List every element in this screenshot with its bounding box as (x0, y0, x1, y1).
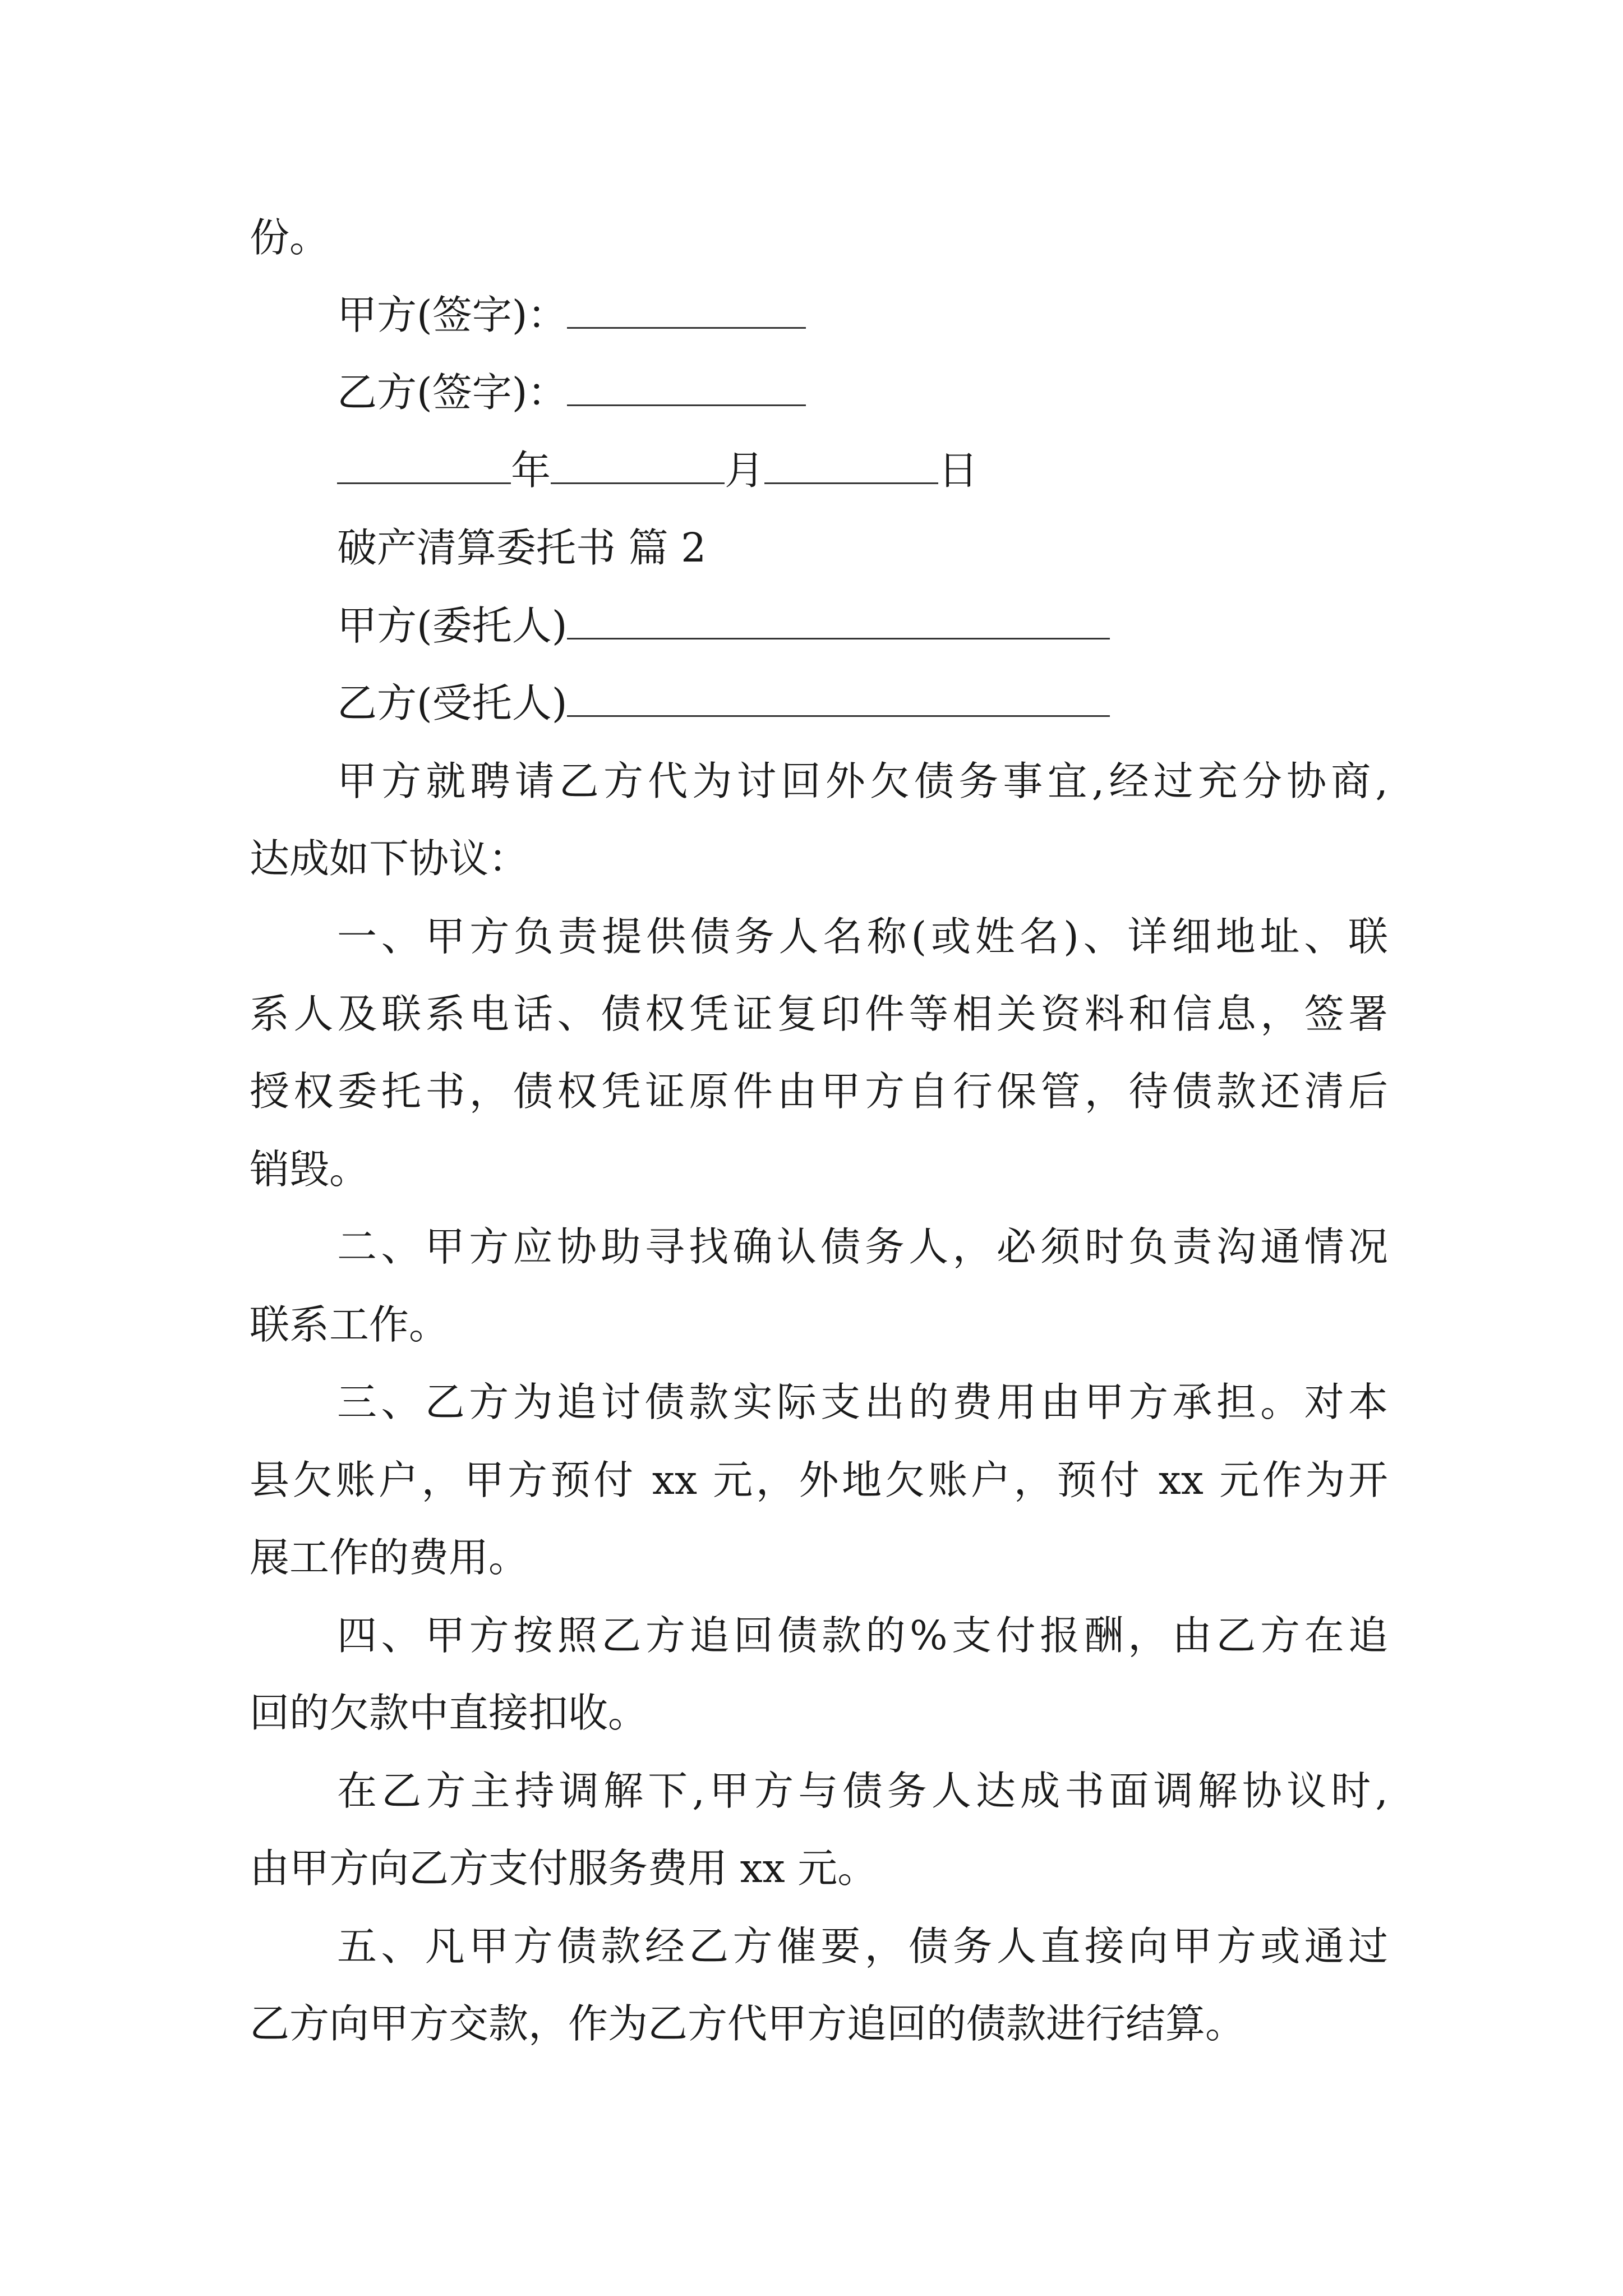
text-line: 份。 (250, 214, 330, 261)
text-line: 由甲方向乙方支付服务费用 xx 元。 (250, 1845, 878, 1892)
text-line: 乙方向甲方交款，作为乙方代甲方追回的债款进行结算。 (250, 2000, 1246, 2047)
year-label: 年 (511, 447, 551, 494)
party-a-line (337, 602, 1110, 649)
text-line: 五、凡甲方债款经乙方催要，债务人直接向甲方或通过 (337, 1923, 1388, 1970)
party-a-signature-line (337, 292, 806, 338)
party-b-blank (567, 686, 1110, 717)
date-line (337, 447, 979, 494)
text-line: 销毁。 (250, 1146, 370, 1193)
party-b-signature-label: 乙方(签字)： (337, 369, 568, 416)
text-line: 系人及联系电话、债权凭证复印件等相关资料和信息，签署 (250, 991, 1388, 1037)
party-a-blank (567, 609, 1110, 639)
text-line: 回的欠款中直接扣收。 (250, 1690, 648, 1736)
party-b-signature-line (337, 369, 806, 416)
day-blank (764, 453, 938, 484)
party-b-signature-blank (567, 375, 806, 406)
text-line: 授权委托书，债权凭证原件由甲方自行保管，待债款还清后 (250, 1068, 1388, 1115)
text-line: 展工作的费用。 (250, 1534, 529, 1581)
party-a-signature-label: 甲方(签字)： (337, 292, 568, 338)
text-line: 三、乙方为追讨债款实际支出的费用由甲方承担。对本 (337, 1379, 1388, 1425)
month-label: 月 (725, 447, 765, 494)
text-line: 在乙方主持调解下,甲方与债务人达成书面调解协议时, (337, 1768, 1388, 1814)
text-line: 县欠账户，甲方预付 xx 元，外地欠账户，预付 xx 元作为开 (250, 1457, 1388, 1503)
text-line: 一、甲方负责提供债务人名称(或姓名)、详细地址、联 (337, 913, 1388, 960)
party-b-label: 乙方(受托人) (337, 680, 568, 726)
party-a-label: 甲方(委托人) (337, 602, 568, 649)
day-label: 日 (938, 447, 979, 494)
text-line: 达成如下协议： (250, 835, 529, 882)
text-line: 二、甲方应协助寻找确认债务人，必须时负责沟通情况 (337, 1223, 1388, 1270)
year-blank (337, 453, 511, 484)
party-b-line (337, 680, 1110, 726)
month-blank (551, 453, 725, 484)
text-line: 甲方就聘请乙方代为讨回外欠债务事宜,经过充分协商, (337, 758, 1388, 804)
party-a-signature-blank (567, 298, 806, 329)
text-line: 联系工作。 (250, 1301, 449, 1348)
text-line: 四、甲方按照乙方追回债款的%支付报酬，由乙方在追 (337, 1612, 1388, 1659)
section-title: 破产清算委托书 篇 2 (337, 524, 707, 571)
